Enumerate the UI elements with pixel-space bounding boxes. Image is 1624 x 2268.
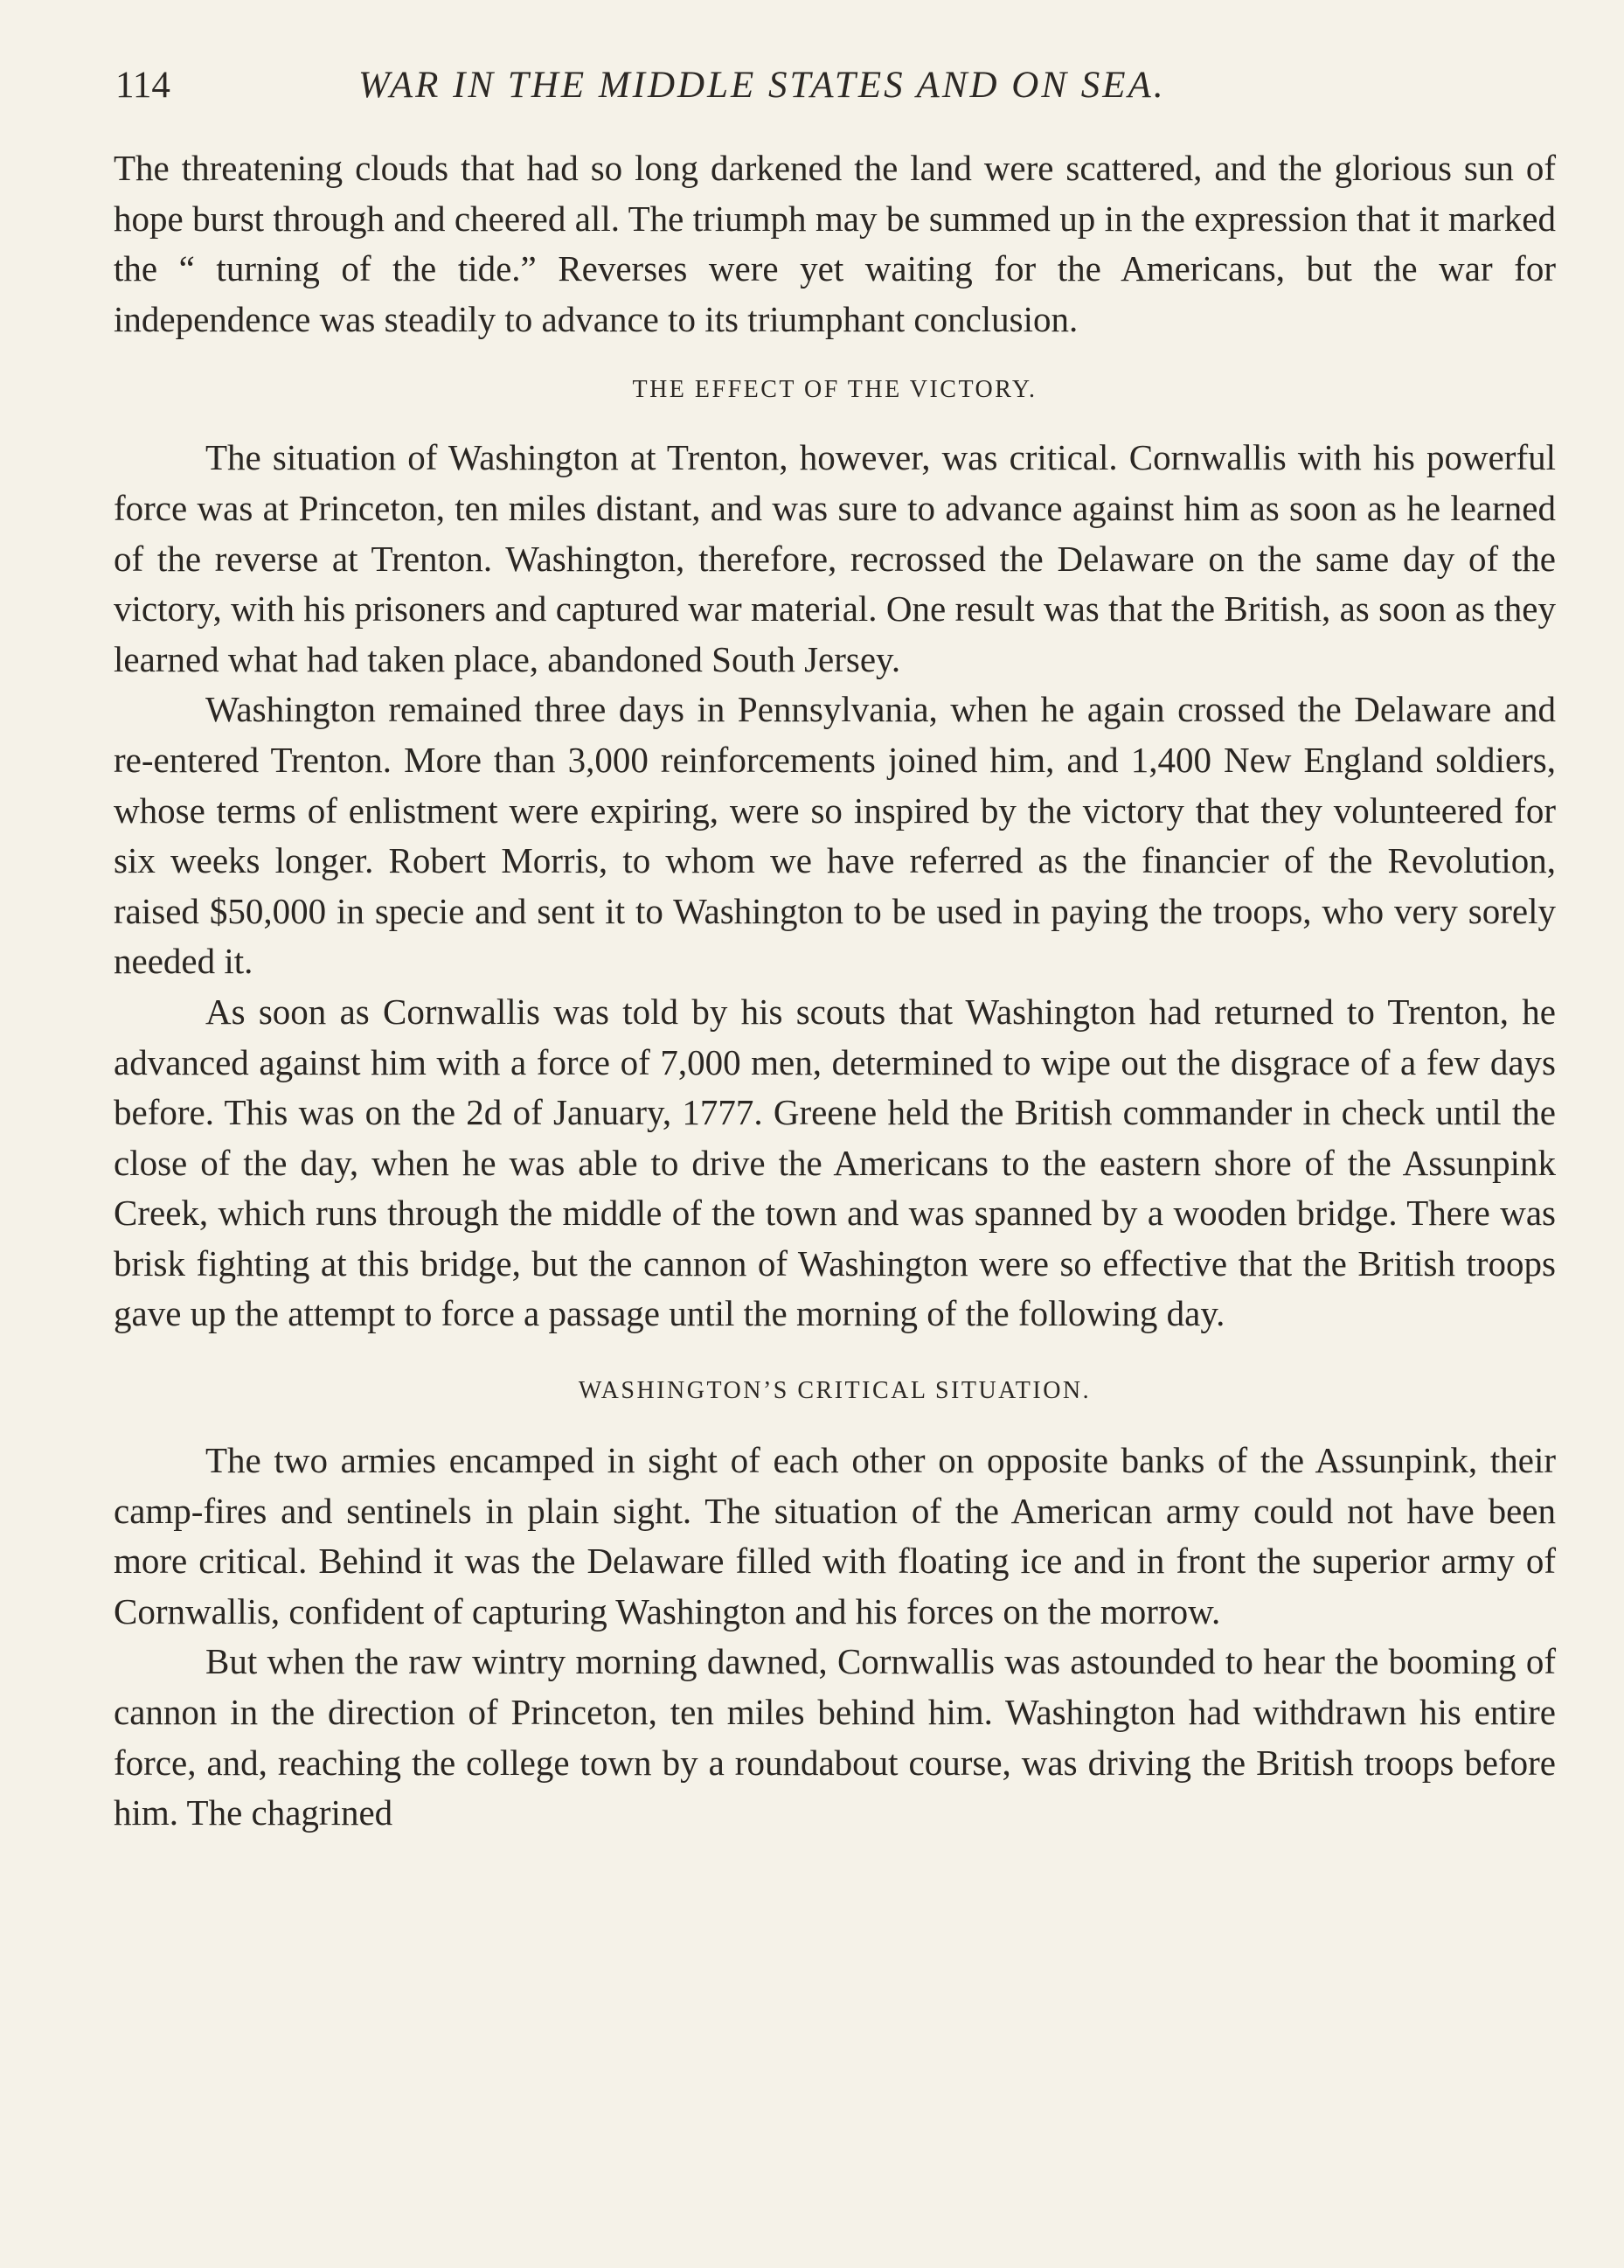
running-header xyxy=(115,59,1558,112)
subheading-effect-of-victory: THE EFFECT OF THE VICTORY. xyxy=(632,376,1038,404)
paragraph-1: The threatening clouds that had so long darkened the land were scattered, and the glorious sun of hope burst through and cheered all. The triumph may be summed up in the expression that it marked the “ turning of the tide.” Reverses were yet waiting for the Americans, but the war for independence was steadily to advance to its triumphant conclusion. xyxy=(114,148,1556,339)
page-number: 114 xyxy=(115,65,170,106)
paragraph-2: The situation of Washington at Trenton, however, was critical. Cornwallis with his powerful force was at Princeton, ten miles distant, and was sure to advance against him as soon as he learned of the reverse at Trenton. Washington, therefore, recrossed the Delaware on the same day of the victory, with his prisoners and captured war material. One result was that the British, as soon as they learned what had taken place, abandoned South Jersey. xyxy=(114,437,1556,679)
paragraph-6: But when the raw wintry morning dawned, Cornwallis was astounded to hear the booming of cannon in the direction of Princeton, ten miles behind him. Washington had withdrawn his entire force, and, reaching the college town by a roundabout course, was driving the British troops before him. The chagrined xyxy=(114,1641,1556,1833)
running-title: WAR IN THE MIDDLE STATES AND ON SEA. xyxy=(358,65,1166,106)
paragraph-5: The two armies encamped in sight of each other on opposite banks of the Assunpink, their camp-fires and sentinels in plain sight. The situation of the American army could not have been more critical. Behind it was the Delaware filled with floating ice and in front the superior army of Cornwallis, confident of capturing Washington and his forces on the morrow. xyxy=(114,1440,1556,1631)
body-text xyxy=(114,143,1556,1839)
subheading-critical-situation: WASHINGTON’S CRITICAL SITUATION. xyxy=(578,1377,1092,1405)
paragraph-3: Washington remained three days in Pennsylvania, when he again crossed the Delaware and re-entered Trenton. More than 3,000 reinforcements joined him, and 1,400 New England soldiers, whose terms of enlistment were expiring, were so inspired by the victory that they volunteered for six weeks longer. Robert Morris, to whom we have referred as the financier of the Revolution, raised $50,000 in specie and sent it to Washington to be used in paying the troops, who very sorely needed it. xyxy=(114,689,1556,982)
paragraph-4: As soon as Cornwallis was told by his scouts that Washington had returned to Trenton, he advanced against him with a force of 7,000 men, determined to wipe out the disgrace of a few days before. This was on the 2d of January, 1777. Greene held the British commander in check until the close of the day, when he was able to drive the Americans to the eastern shore of the Assunpink Creek, which runs through the middle of the town and was spanned by a wooden bridge. There was brisk fighting at this bridge, but the cannon of Washington were so effective that the British troops gave up the attempt to force a passage until the morning of the following day. xyxy=(114,991,1556,1334)
